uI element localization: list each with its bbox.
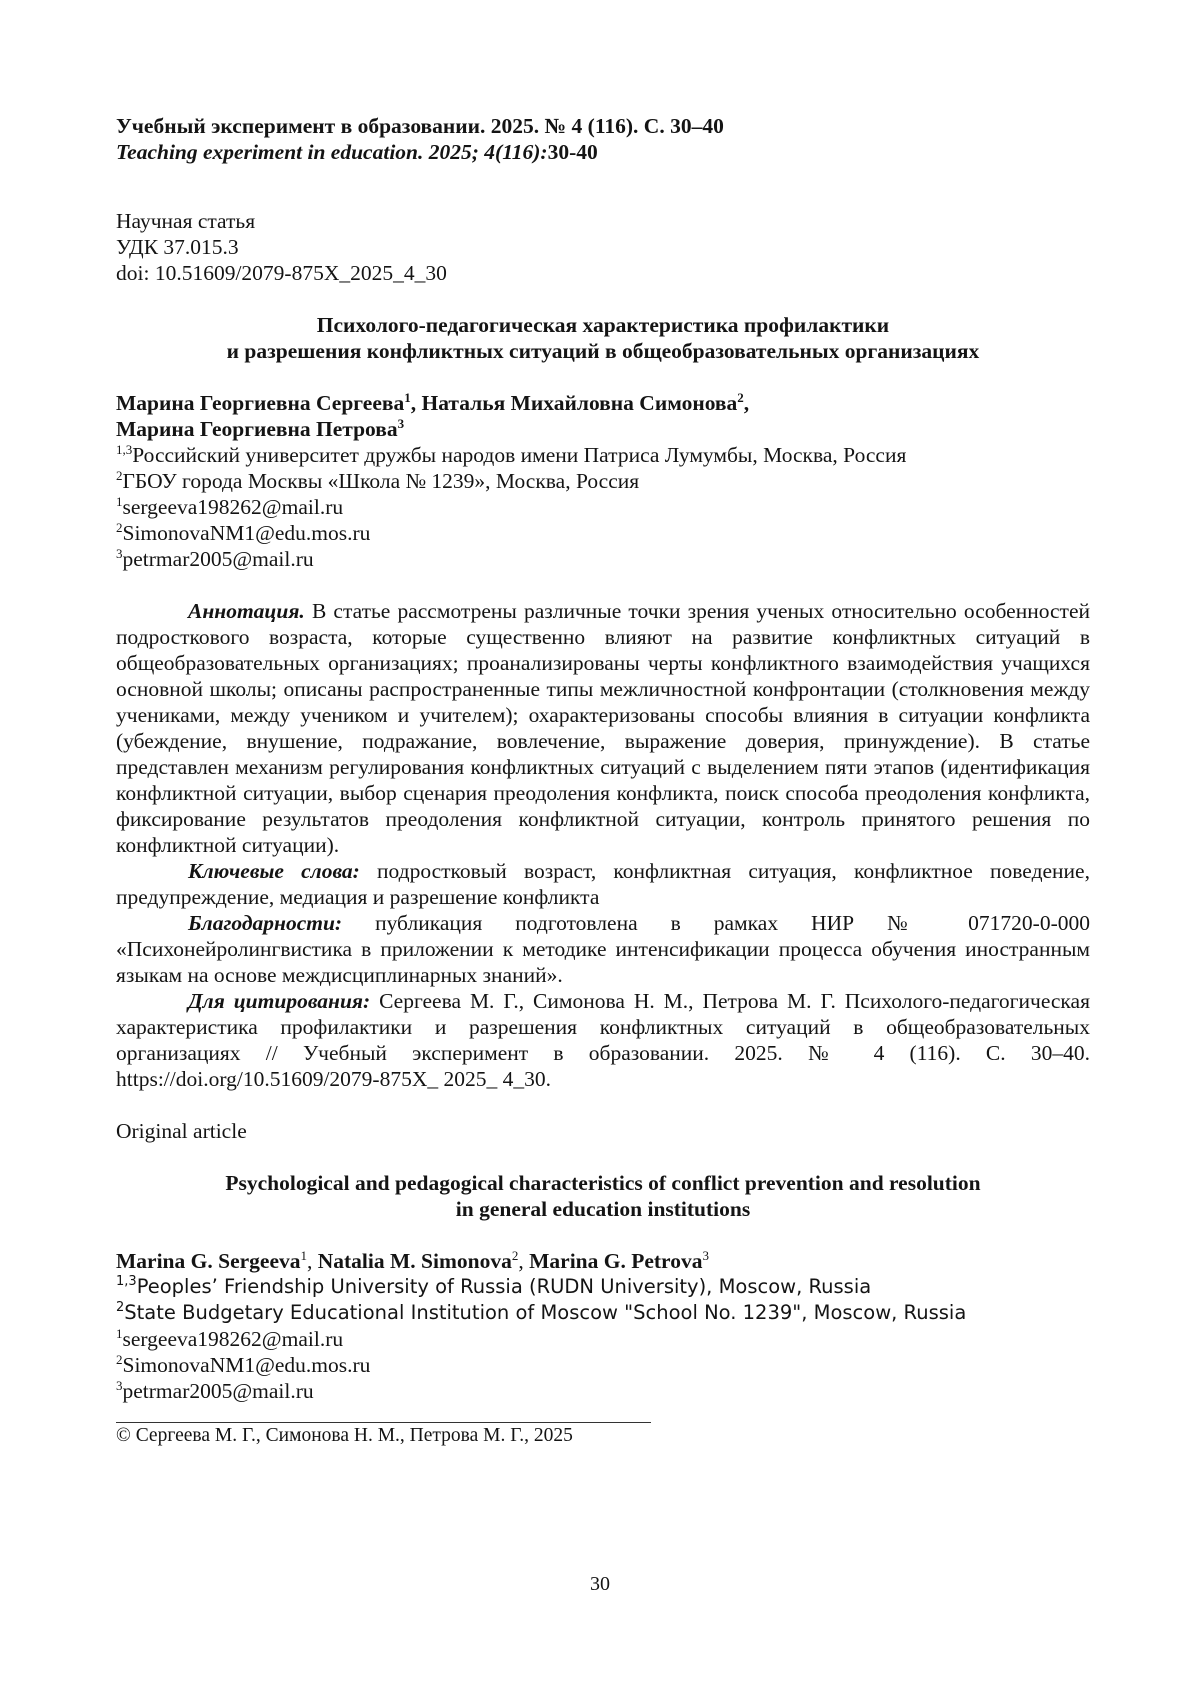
email-sup: 3 (116, 1378, 123, 1393)
emails-en (116, 1326, 1090, 1404)
email-sup: 3 (116, 546, 123, 561)
keywords-label: Ключевые слова: (188, 859, 360, 883)
citation-text: Сергеева М. Г., Симонова Н. М., Петрова М. Г. Психолого-педагогическая характеристика профилактики и разрешения конфликтных ситуаций в общеобразовательных организациях // Учебный эксперимент в образовании. 2025. № 4 (116). С. 30–40. https://doi.org/10.51609/2079-875X_ 2025_ 4_30. (116, 989, 1090, 1091)
email-ru-item (116, 520, 1090, 546)
author-en-1: Marina G. Sergeeva (116, 1249, 301, 1273)
acknowledgements-text: публикация подготовлена в рамках НИР № 071720-0-000 «Психонейролингвистика в приложении к методике интенсификации процесса обучения иностранным языкам на основе междисциплинарных знаний». (116, 911, 1090, 987)
author-en-2: Natalia M. Simonova (317, 1249, 512, 1273)
author-ru-1: Марина Георгиевна Сергеева (116, 391, 405, 415)
affiliation-en-item (116, 1300, 1090, 1326)
email-sup: 2 (116, 520, 123, 535)
title-ru-line2: и разрешения конфликтных ситуаций в общеобразовательных организациях (226, 339, 980, 363)
page-number: 30 (590, 1573, 610, 1595)
author-en-3-sup: 3 (702, 1248, 709, 1263)
abstract-ru (116, 598, 1090, 858)
acknowledgements-label: Благодарности: (188, 911, 343, 935)
affiliation-text: ГБОУ города Москвы «Школа № 1239», Москва, Россия (122, 469, 640, 493)
email-en-item (116, 1378, 1090, 1404)
email-text: SimonovaNM1@edu.mos.ru (122, 1353, 371, 1377)
citation-label: Для цитирования: (188, 989, 371, 1013)
title-en-line1: Psychological and pedagogical characteristics of conflict prevention and resolution (225, 1171, 981, 1195)
affiliation-ru-item (116, 468, 1090, 494)
email-text: petrmar2005@mail.ru (122, 547, 314, 571)
author-en-2-sup: 2 (511, 1248, 519, 1263)
title-ru-line1: Психолого-педагогическая характеристика профилактики (316, 313, 890, 337)
affiliation-en-item (116, 1274, 1090, 1300)
email-sup: 2 (116, 1352, 123, 1367)
affiliation-text: Российский университет дружбы народов имени Патриса Лумумбы, Москва, Россия (132, 443, 907, 467)
email-text: SimonovaNM1@edu.mos.ru (122, 521, 371, 545)
email-text: sergeeva198262@mail.ru (122, 1327, 344, 1351)
article-type-en: Original article (116, 1119, 247, 1143)
email-text: petrmar2005@mail.ru (122, 1379, 314, 1403)
affiliations-en (116, 1274, 1090, 1326)
author-ru-3-sup: 3 (397, 416, 405, 431)
affiliation-sup: 2 (116, 1300, 125, 1315)
article-meta (116, 208, 1090, 286)
article-type-ru: Научная статья (116, 209, 256, 233)
affiliation-ru-item (116, 442, 1090, 468)
authors-ru (116, 390, 1090, 442)
author-separator: , (307, 1249, 318, 1273)
copyright-footnote: © Сергеева М. Г., Симонова Н. М., Петрова М. Г., 2025 (116, 1425, 573, 1446)
doi: doi: 10.51609/2079-875X_2025_4_30 (116, 261, 447, 285)
title-en-line2: in general education institutions (455, 1197, 751, 1221)
email-en-item (116, 1352, 1090, 1378)
journal-citation-en-title: Teaching experiment in education. 2025; 4(116): (116, 140, 548, 164)
affiliation-sup: 2 (116, 468, 123, 483)
affiliation-text: Peoples’ Friendship University of Russia (RUDN University), Moscow, Russia (136, 1275, 872, 1298)
email-ru-item (116, 546, 1090, 572)
author-separator: , (410, 391, 422, 415)
author-separator: , (743, 391, 750, 415)
journal-citation-ru: Учебный эксперимент в образовании. 2025. № 4 (116). С. 30–40 (116, 114, 724, 138)
email-sup: 1 (116, 494, 123, 509)
title-ru (116, 312, 1090, 364)
author-ru-3: Марина Георгиевна Петрова (116, 417, 398, 441)
abstract-text: В статье рассмотрены различные точки зрения ученых относительно особенностей подросткового возраста, которые существенно влияют на развитие конфликтных ситуаций в общеобразовательных организациях; проанализированы черты конфликтного взаимодействия учащихся основной школы; описаны распространенные типы межличностной конфронтации (столкновения между учениками, между учеником и учителем); охарактеризованы способы влияния в ситуации конфликта (убеждение, внушение, подражание, вовлечение, выражение доверия, принуждение). В статье представлен механизм регулирования конфликтных ситуаций с выделением пяти этапов (идентификация конфликтной ситуации, выбор сценария преодоления конфликта, поиск способа преодоления конфликта, фиксирование результатов преодоления конфликтной ситуации, контроль принятого решения по конфликтной ситуации). (116, 599, 1090, 857)
email-ru-item (116, 494, 1090, 520)
author-ru-2: Наталья Михайловна Симонова (421, 391, 738, 415)
email-en-item (116, 1326, 1090, 1352)
author-ru-2-sup: 2 (737, 390, 744, 405)
author-en-1-sup: 1 (300, 1248, 307, 1263)
journal-citation-en-pages: 30-40 (547, 140, 598, 164)
acknowledgements-ru (116, 910, 1090, 988)
keywords-ru (116, 858, 1090, 910)
affiliation-text: State Budgetary Educational Institution of Moscow "School No. 1239", Moscow, Russia (124, 1301, 967, 1324)
affiliation-sup: 1,3 (116, 1274, 137, 1289)
abstract-label: Аннотация. (188, 599, 305, 623)
email-text: sergeeva198262@mail.ru (122, 495, 344, 519)
email-sup: 1 (116, 1326, 123, 1341)
affiliations-ru (116, 442, 1090, 572)
article-page (116, 113, 1090, 1449)
author-ru-1-sup: 1 (404, 390, 411, 405)
author-en-3: Marina G. Petrova (529, 1249, 703, 1273)
authors-en (116, 1248, 1090, 1274)
author-separator: , (518, 1249, 530, 1273)
journal-citation-en (116, 139, 1090, 165)
title-en (116, 1170, 1090, 1222)
udc-code: УДК 37.015.3 (116, 235, 239, 259)
citation-ru (116, 988, 1090, 1092)
keywords-text: подростковый возраст, конфликтная ситуация, конфликтное поведение, предупреждение, медиация и разрешение конфликта (116, 859, 1090, 909)
affiliation-sup: 1,3 (116, 442, 133, 457)
journal-header (116, 113, 1090, 165)
